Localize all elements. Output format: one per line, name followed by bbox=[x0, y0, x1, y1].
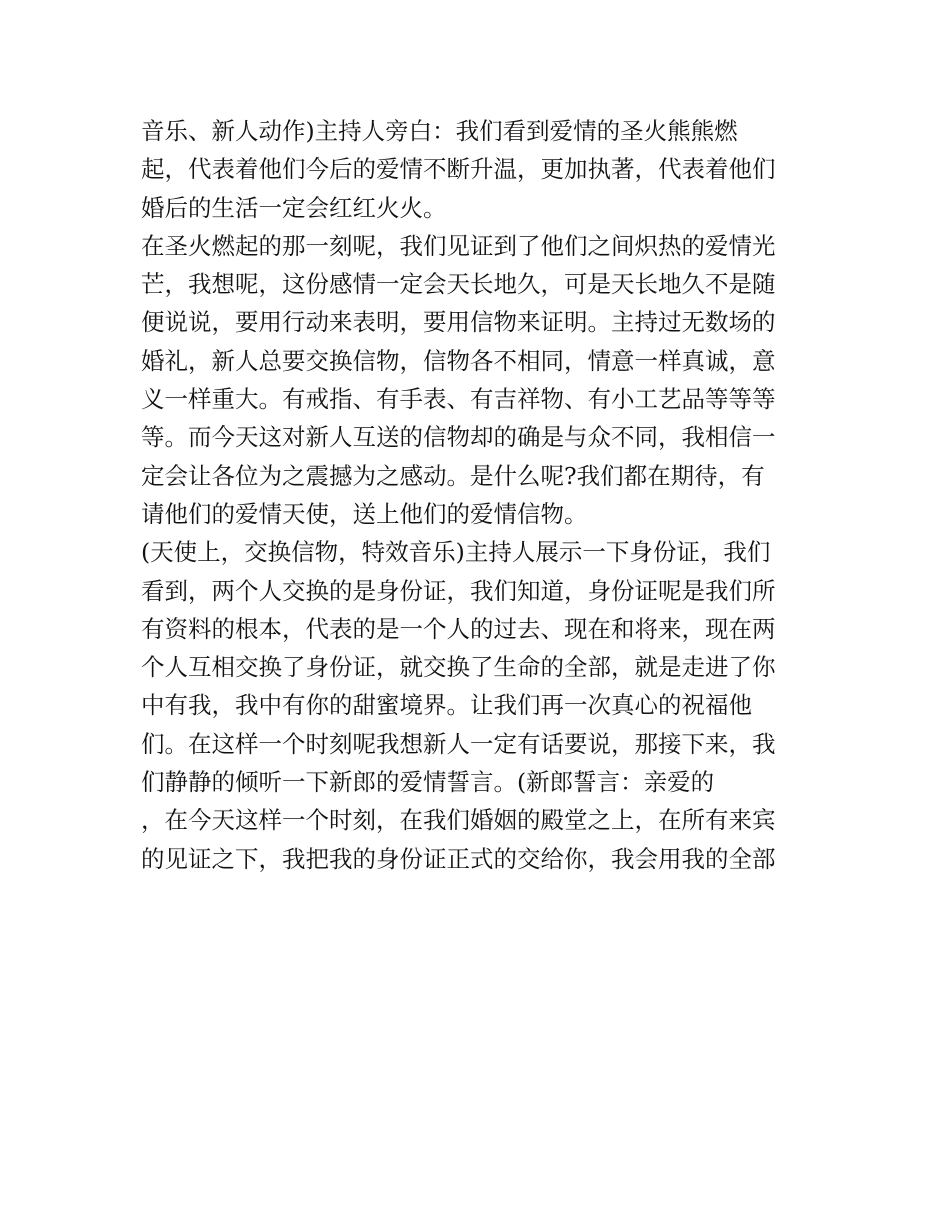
text-line: 们静静的倾听一下新郎的爱情誓言。(新郎誓言：亲爱的 bbox=[141, 768, 715, 797]
text-line: 个人互相交换了身份证，就交换了生命的全部，就是走进了你 bbox=[141, 653, 776, 682]
text-line: 便说说，要用行动来表明，要用信物来证明。主持过无数场的 bbox=[141, 308, 776, 337]
text-line: (天使上，交换信物，特效音乐)主持人展示一下身份证，我们 bbox=[141, 538, 771, 567]
text-line: 起，代表着他们今后的爱情不断升温，更加执著，代表着他们 bbox=[141, 155, 776, 184]
text-line: 有资料的根本，代表的是一个人的过去、现在和将来，现在两 bbox=[141, 614, 776, 643]
text-line: 的见证之下，我把我的身份证正式的交给你，我会用我的全部 bbox=[141, 844, 776, 873]
text-line: 婚后的生活一定会红红火火。 bbox=[141, 193, 447, 222]
text-line: 义一样重大。有戒指、有手表、有吉祥物、有小工艺品等等等 bbox=[141, 385, 776, 414]
text-line: 婚礼，新人总要交换信物，信物各不相同，情意一样真诚，意 bbox=[141, 346, 776, 375]
text-line: 们。在这样一个时刻呢我想新人一定有话要说，那接下来，我 bbox=[141, 729, 776, 758]
body-text bbox=[141, 112, 821, 878]
text-line: ，在今天这样一个时刻，在我们婚姻的殿堂之上，在所有来宾 bbox=[141, 806, 776, 835]
text-line: 在圣火燃起的那一刻呢，我们见证到了他们之间炽热的爱情光 bbox=[141, 231, 776, 260]
text-line: 中有我，我中有你的甜蜜境界。让我们再一次真心的祝福他 bbox=[141, 691, 752, 720]
text-line: 看到，两个人交换的是身份证，我们知道，身份证呢是我们所 bbox=[141, 576, 776, 605]
text-line: 请他们的爱情天使，送上他们的爱情信物。 bbox=[141, 499, 588, 528]
text-line: 音乐、新人动作)主持人旁白：我们看到爱情的圣火熊熊燃 bbox=[141, 117, 738, 145]
text-line: 芒，我想呢，这份感情一定会天长地久，可是天长地久不是随 bbox=[141, 270, 776, 299]
text-line: 定会让各位为之震撼为之感动。是什么呢?我们都在期待，有 bbox=[141, 461, 765, 490]
text-line: 等。而今天这对新人互送的信物却的确是与众不同，我相信一 bbox=[141, 423, 776, 452]
